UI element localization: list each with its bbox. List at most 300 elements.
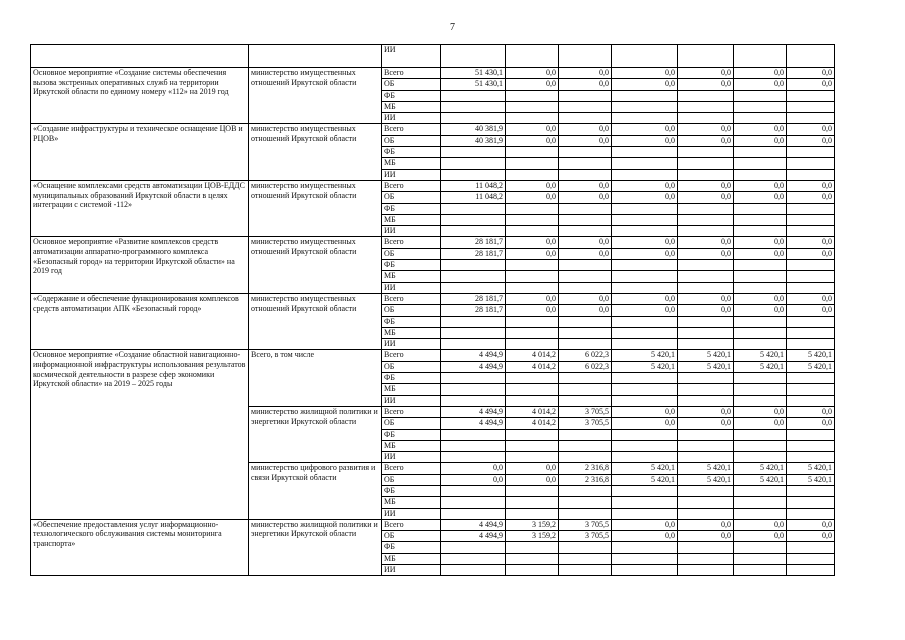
value-cell [612, 565, 678, 576]
value-cell [441, 271, 506, 282]
value-cell [441, 90, 506, 101]
value-cell [559, 508, 612, 519]
value-cell: 2 316,8 [559, 474, 612, 485]
value-cell [612, 90, 678, 101]
value-cell: 6 022,3 [559, 361, 612, 372]
empty-cell [249, 45, 382, 68]
table-row [31, 237, 835, 248]
value-cell: 5 420,1 [787, 463, 835, 474]
value-cell: 4 014,2 [506, 361, 559, 372]
value-cell: 0,0 [559, 237, 612, 248]
value-cell: 0,0 [559, 305, 612, 316]
executor-cell: министерство жилищной политики и энергетики Иркутской области [249, 406, 382, 462]
source-cell: ОБ [382, 192, 441, 203]
value-cell: 28 181,7 [441, 237, 506, 248]
value-cell [559, 113, 612, 124]
value-cell: 0,0 [678, 305, 734, 316]
value-cell [678, 203, 734, 214]
value-cell [612, 101, 678, 112]
value-cell: 0,0 [678, 237, 734, 248]
value-cell: 4 014,2 [506, 406, 559, 417]
value-cell: 0,0 [506, 237, 559, 248]
value-cell: 0,0 [734, 68, 787, 79]
value-cell: 0,0 [678, 248, 734, 259]
value-cell [612, 542, 678, 553]
value-cell [612, 485, 678, 496]
value-cell [506, 316, 559, 327]
source-cell: Всего [382, 237, 441, 248]
value-cell: 5 420,1 [734, 474, 787, 485]
value-cell: 0,0 [787, 418, 835, 429]
value-cell: 0,0 [612, 237, 678, 248]
value-cell [787, 373, 835, 384]
value-cell: 0,0 [612, 293, 678, 304]
value-cell [678, 429, 734, 440]
value-cell [559, 260, 612, 271]
value-cell [734, 542, 787, 553]
value-cell: 0,0 [678, 192, 734, 203]
value-cell [787, 271, 835, 282]
value-cell [612, 214, 678, 225]
value-cell [734, 565, 787, 576]
value-cell [441, 203, 506, 214]
value-cell: 5 420,1 [612, 474, 678, 485]
value-cell [612, 440, 678, 451]
value-cell [506, 339, 559, 350]
value-cell: 0,0 [678, 180, 734, 191]
value-cell: 0,0 [678, 124, 734, 135]
value-cell: 0,0 [734, 531, 787, 542]
source-cell: Всего [382, 519, 441, 530]
value-cell [559, 327, 612, 338]
value-cell [678, 384, 734, 395]
value-cell [612, 226, 678, 237]
value-cell [441, 158, 506, 169]
value-cell: 4 014,2 [506, 350, 559, 361]
value-cell [612, 508, 678, 519]
value-cell: 0,0 [734, 519, 787, 530]
value-cell [612, 113, 678, 124]
value-cell [506, 542, 559, 553]
source-cell: МБ [382, 101, 441, 112]
value-cell [441, 395, 506, 406]
value-cell [441, 339, 506, 350]
value-cell [734, 226, 787, 237]
value-cell: 0,0 [506, 463, 559, 474]
value-cell [506, 373, 559, 384]
value-cell: 4 494,9 [441, 519, 506, 530]
value-cell [734, 395, 787, 406]
value-cell: 0,0 [678, 418, 734, 429]
activity-description: Основное мероприятие «Развитие комплексов средств автоматизации аппаратно-программного комплекса «Безопасный город» на территории Иркутской области» на 2019 год [31, 237, 249, 293]
value-cell: 0,0 [506, 474, 559, 485]
activity-description: «Оснащение комплексами средств автоматизации ЦОВ-ЕДДС муниципальных образований Иркутской области в целях интеграции с системой -112» [31, 180, 249, 236]
value-cell: 6 022,3 [559, 350, 612, 361]
source-cell: Всего [382, 463, 441, 474]
value-cell [734, 508, 787, 519]
table-row [31, 180, 835, 191]
value-cell [559, 203, 612, 214]
source-cell: ИИ [382, 508, 441, 519]
executor-cell: Всего, в том числе [249, 350, 382, 406]
source-cell: ИИ [382, 282, 441, 293]
value-cell [734, 452, 787, 463]
value-cell [559, 45, 612, 68]
value-cell [734, 90, 787, 101]
value-cell: 0,0 [559, 135, 612, 146]
value-cell [787, 316, 835, 327]
value-cell: 4 014,2 [506, 418, 559, 429]
value-cell [678, 282, 734, 293]
source-cell: ФБ [382, 429, 441, 440]
table-body [31, 45, 835, 576]
value-cell [787, 147, 835, 158]
value-cell: 0,0 [734, 135, 787, 146]
value-cell [787, 339, 835, 350]
value-cell [678, 508, 734, 519]
value-cell [734, 113, 787, 124]
value-cell [559, 282, 612, 293]
source-cell: ИИ [382, 452, 441, 463]
value-cell [441, 542, 506, 553]
value-cell [612, 260, 678, 271]
value-cell [559, 90, 612, 101]
value-cell [506, 508, 559, 519]
value-cell [441, 440, 506, 451]
value-cell [787, 565, 835, 576]
executor-cell: министерство имущественных отношений Иркутской области [249, 237, 382, 293]
empty-cell [31, 45, 249, 68]
source-cell: Всего [382, 293, 441, 304]
value-cell: 4 494,9 [441, 418, 506, 429]
value-cell: 3 705,5 [559, 418, 612, 429]
value-cell: 0,0 [612, 79, 678, 90]
executor-cell: министерство имущественных отношений Иркутской области [249, 180, 382, 236]
value-cell [559, 373, 612, 384]
value-cell: 0,0 [612, 519, 678, 530]
value-cell: 0,0 [787, 293, 835, 304]
source-cell: ИИ [382, 395, 441, 406]
value-cell: 0,0 [612, 180, 678, 191]
value-cell [441, 508, 506, 519]
value-cell [441, 565, 506, 576]
value-cell [441, 452, 506, 463]
value-cell [787, 384, 835, 395]
value-cell: 0,0 [612, 531, 678, 542]
value-cell [678, 452, 734, 463]
value-cell [678, 169, 734, 180]
source-cell: Всего [382, 68, 441, 79]
source-cell: ФБ [382, 485, 441, 496]
source-cell: ФБ [382, 260, 441, 271]
value-cell: 5 420,1 [787, 361, 835, 372]
value-cell: 5 420,1 [612, 350, 678, 361]
value-cell: 0,0 [506, 248, 559, 259]
activity-description: «Содержание и обеспечение функционирования комплексов средств автоматизации АПК «Безопасный город» [31, 293, 249, 349]
value-cell: 4 494,9 [441, 350, 506, 361]
value-cell [787, 158, 835, 169]
value-cell [787, 169, 835, 180]
value-cell: 4 494,9 [441, 406, 506, 417]
value-cell: 0,0 [678, 68, 734, 79]
value-cell: 5 420,1 [734, 361, 787, 372]
source-cell: ФБ [382, 90, 441, 101]
source-cell: Всего [382, 406, 441, 417]
value-cell: 5 420,1 [678, 350, 734, 361]
value-cell [678, 90, 734, 101]
value-cell [734, 169, 787, 180]
value-cell [734, 260, 787, 271]
value-cell: 0,0 [787, 192, 835, 203]
value-cell: 0,0 [559, 248, 612, 259]
value-cell: 0,0 [787, 237, 835, 248]
value-cell [734, 373, 787, 384]
value-cell: 0,0 [787, 68, 835, 79]
value-cell [506, 497, 559, 508]
source-cell: Всего [382, 180, 441, 191]
value-cell [559, 169, 612, 180]
value-cell: 40 381,9 [441, 135, 506, 146]
value-cell [506, 90, 559, 101]
value-cell [612, 316, 678, 327]
value-cell: 5 420,1 [678, 463, 734, 474]
value-cell [559, 429, 612, 440]
source-cell: МБ [382, 327, 441, 338]
value-cell: 0,0 [559, 68, 612, 79]
value-cell [506, 485, 559, 496]
source-cell: МБ [382, 158, 441, 169]
source-cell: ОБ [382, 305, 441, 316]
value-cell: 0,0 [787, 248, 835, 259]
source-cell: МБ [382, 497, 441, 508]
value-cell: 0,0 [787, 135, 835, 146]
value-cell: 0,0 [678, 531, 734, 542]
source-cell: МБ [382, 553, 441, 564]
value-cell [787, 260, 835, 271]
value-cell: 40 381,9 [441, 124, 506, 135]
value-cell: 0,0 [612, 124, 678, 135]
value-cell [787, 45, 835, 68]
value-cell [787, 226, 835, 237]
value-cell [441, 327, 506, 338]
value-cell: 0,0 [734, 180, 787, 191]
source-cell: ФБ [382, 316, 441, 327]
value-cell: 11 048,2 [441, 180, 506, 191]
value-cell [678, 45, 734, 68]
value-cell: 3 705,5 [559, 519, 612, 530]
value-cell [506, 214, 559, 225]
value-cell [734, 282, 787, 293]
source-cell: ОБ [382, 474, 441, 485]
value-cell: 0,0 [787, 124, 835, 135]
value-cell [678, 327, 734, 338]
value-cell [441, 260, 506, 271]
value-cell [734, 214, 787, 225]
table-row [31, 519, 835, 530]
value-cell: 5 420,1 [787, 350, 835, 361]
value-cell [612, 158, 678, 169]
value-cell [612, 203, 678, 214]
value-cell [678, 158, 734, 169]
value-cell [787, 429, 835, 440]
value-cell [678, 565, 734, 576]
value-cell [787, 395, 835, 406]
value-cell [734, 440, 787, 451]
value-cell [787, 101, 835, 112]
value-cell: 5 420,1 [678, 474, 734, 485]
value-cell [559, 497, 612, 508]
value-cell [441, 101, 506, 112]
value-cell [734, 339, 787, 350]
value-cell [559, 542, 612, 553]
source-cell: Всего [382, 124, 441, 135]
source-cell: МБ [382, 271, 441, 282]
value-cell: 2 316,8 [559, 463, 612, 474]
value-cell [506, 113, 559, 124]
table-row [31, 68, 835, 79]
source-cell: ОБ [382, 248, 441, 259]
value-cell: 0,0 [734, 79, 787, 90]
value-cell: 28 181,7 [441, 305, 506, 316]
value-cell [506, 147, 559, 158]
value-cell [678, 271, 734, 282]
value-cell: 0,0 [612, 192, 678, 203]
value-cell [559, 384, 612, 395]
value-cell [441, 282, 506, 293]
value-cell [612, 497, 678, 508]
value-cell [612, 395, 678, 406]
value-cell [441, 497, 506, 508]
value-cell [678, 226, 734, 237]
value-cell [787, 327, 835, 338]
value-cell [612, 429, 678, 440]
value-cell: 5 420,1 [612, 463, 678, 474]
source-cell: МБ [382, 214, 441, 225]
value-cell: 3 705,5 [559, 406, 612, 417]
value-cell [441, 384, 506, 395]
value-cell [678, 214, 734, 225]
value-cell: 0,0 [506, 68, 559, 79]
value-cell [787, 440, 835, 451]
budget-table [30, 44, 835, 576]
table-row [31, 293, 835, 304]
value-cell [441, 316, 506, 327]
value-cell [734, 147, 787, 158]
source-cell: ИИ [382, 565, 441, 576]
source-cell: ИИ [382, 169, 441, 180]
value-cell [506, 327, 559, 338]
value-cell [678, 542, 734, 553]
value-cell [506, 282, 559, 293]
value-cell: 0,0 [506, 79, 559, 90]
executor-cell: министерство имущественных отношений Иркутской области [249, 124, 382, 180]
value-cell [506, 271, 559, 282]
value-cell [734, 203, 787, 214]
value-cell [506, 429, 559, 440]
value-cell: 0,0 [787, 531, 835, 542]
value-cell [734, 158, 787, 169]
value-cell: 0,0 [506, 135, 559, 146]
source-cell: ОБ [382, 531, 441, 542]
executor-cell: министерство имущественных отношений Иркутской области [249, 68, 382, 124]
value-cell: 0,0 [506, 293, 559, 304]
value-cell [787, 214, 835, 225]
value-cell [734, 45, 787, 68]
table-row [31, 350, 835, 361]
value-cell [559, 553, 612, 564]
value-cell [441, 226, 506, 237]
value-cell [506, 226, 559, 237]
value-cell [734, 384, 787, 395]
value-cell [678, 147, 734, 158]
value-cell: 0,0 [441, 463, 506, 474]
value-cell [787, 497, 835, 508]
value-cell: 0,0 [612, 68, 678, 79]
value-cell [506, 395, 559, 406]
executor-cell: министерство жилищной политики и энергетики Иркутской области [249, 519, 382, 575]
value-cell: 3 705,5 [559, 531, 612, 542]
value-cell [787, 485, 835, 496]
source-cell: Всего [382, 350, 441, 361]
value-cell: 0,0 [734, 192, 787, 203]
value-cell [787, 282, 835, 293]
value-cell [506, 452, 559, 463]
value-cell [559, 101, 612, 112]
value-cell: 4 494,9 [441, 531, 506, 542]
value-cell [559, 485, 612, 496]
value-cell [559, 452, 612, 463]
value-cell [559, 271, 612, 282]
value-cell [559, 316, 612, 327]
value-cell: 28 181,7 [441, 293, 506, 304]
value-cell [506, 384, 559, 395]
value-cell: 5 420,1 [734, 463, 787, 474]
value-cell [787, 113, 835, 124]
value-cell [678, 440, 734, 451]
value-cell: 0,0 [734, 293, 787, 304]
source-cell: ОБ [382, 135, 441, 146]
value-cell: 0,0 [559, 192, 612, 203]
value-cell [612, 45, 678, 68]
value-cell [441, 373, 506, 384]
value-cell: 0,0 [734, 248, 787, 259]
value-cell [787, 508, 835, 519]
value-cell [441, 45, 506, 68]
value-cell [612, 373, 678, 384]
value-cell: 0,0 [678, 406, 734, 417]
value-cell [506, 565, 559, 576]
source-cell: ОБ [382, 79, 441, 90]
value-cell [506, 203, 559, 214]
value-cell: 0,0 [678, 135, 734, 146]
value-cell [678, 339, 734, 350]
value-cell: 5 420,1 [787, 474, 835, 485]
value-cell [506, 101, 559, 112]
activity-description: Основное мероприятие «Создание областной навигационно-информационной инфраструктуры использования результатов космической деятельности в разрезе сфер экономики Иркутской области» на 2019 – 2025 годы [31, 350, 249, 519]
source-cell: МБ [382, 384, 441, 395]
activity-description: Основное мероприятие «Создание системы обеспечения вызова экстренных оперативных служб на территории Иркутской области по единому номеру «112» на 2019 год [31, 68, 249, 124]
value-cell [678, 485, 734, 496]
value-cell: 28 181,7 [441, 248, 506, 259]
source-cell: ФБ [382, 203, 441, 214]
value-cell: 0,0 [506, 124, 559, 135]
source-cell: ФБ [382, 147, 441, 158]
value-cell [612, 452, 678, 463]
value-cell: 0,0 [734, 237, 787, 248]
value-cell: 0,0 [734, 418, 787, 429]
value-cell: 5 420,1 [678, 361, 734, 372]
value-cell [506, 169, 559, 180]
